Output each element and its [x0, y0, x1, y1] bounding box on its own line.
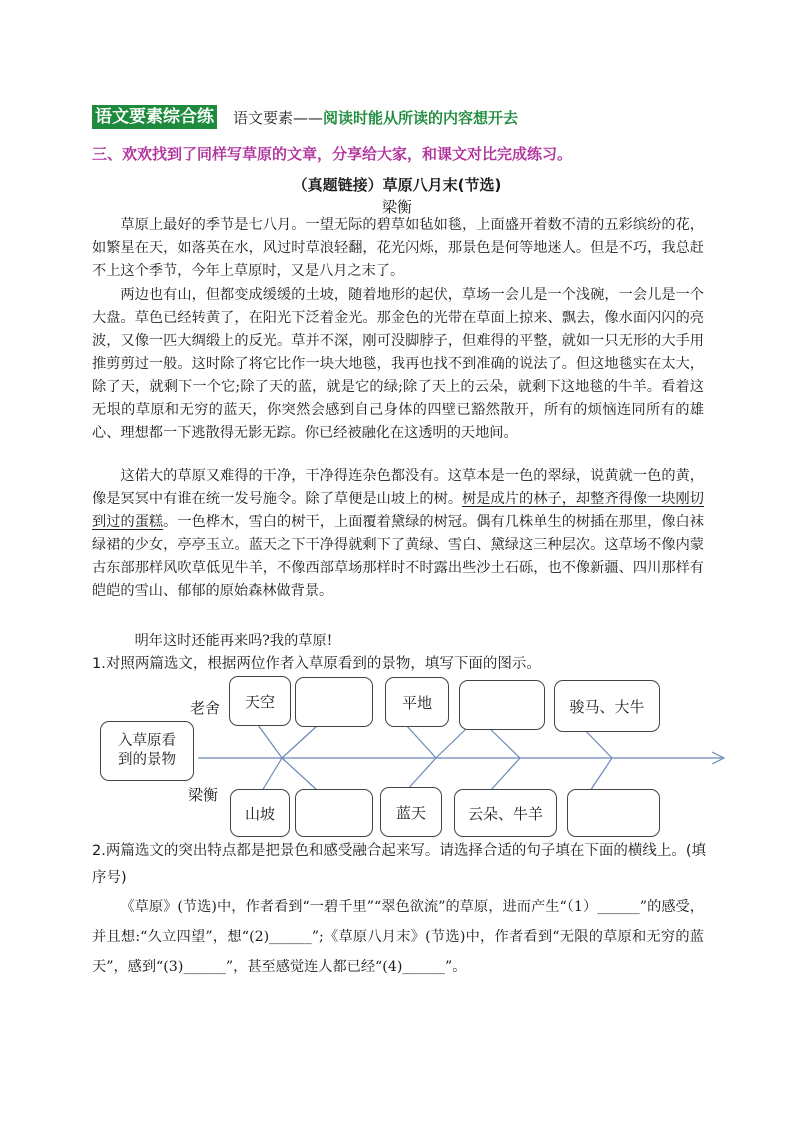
question-2-prompt: 2.两篇选文的突出特点都是把景色和感受融合起来写。请选择合适的句子填在下面的横线上。(填序号) — [92, 843, 706, 886]
top-bone-3 — [406, 725, 436, 758]
top-bone-1 — [258, 725, 282, 758]
answer-box-bottom-5[interactable] — [567, 789, 660, 837]
article-paragraph-4: 明年这时还能再来吗?我的草原! — [134, 633, 333, 649]
article-author: 梁衡 — [381, 198, 412, 216]
exercise-badge: 语文要素综合练 — [92, 105, 217, 129]
underlined-sentence: 树是成片的林子，却整齐得像一块刚切到过的蛋糕 — [92, 491, 704, 530]
subtitle-prefix: 语文要素—— — [233, 109, 324, 127]
question-1-prompt: 1.对照两篇选文，根据两位作者入草原看到的景物，填写下面的图示。 — [92, 656, 541, 672]
article-title: （真题链接）草原八月末(节选) — [292, 176, 502, 194]
answer-box-top-4[interactable] — [459, 680, 545, 730]
answer-box-top-5: 骏马、大牛 — [554, 680, 660, 732]
question-2-fill-in-text: 《草原》(节选)中，作者看到“一碧千里”“翠色欲流”的草原，进而产生“（1）______”的感受，并且想:“久立四望”，想“(2)______”;《草原八月末》(节选)中，作者看到“无限的草原和无穷的蓝天”，感到“(3)______”，甚至感觉连人都已经“(4)______”。 — [92, 899, 704, 975]
answer-box-top-2[interactable] — [295, 677, 373, 727]
bottom-bone-1 — [262, 758, 282, 791]
answer-box-top-3: 平地 — [385, 677, 449, 727]
answer-box-bottom-3: 蓝天 — [380, 787, 442, 837]
author-label-laoshe: 老舍 — [190, 699, 221, 717]
bottom-bone-5 — [590, 758, 612, 791]
article-paragraph-2: 两边也有山，但都变成缓缓的土坡，随着地形的起伏，草场一会儿是一个浅碗，一会儿是一个大盘。草色已经转黄了，在阳光下泛着金光。那金色的光带在草面上掠来、飘去，像水面闪闪的亮波，又像一匹大绸缎上的反光。草并不深，刚可没脚脖子，但难得的平整，就如一只无形的大手用推剪剪过一般。这时除了将它比作一块大地毯，我再也找不到准确的说法了。但这地毯实在太大，除了天，就剩下一个它;除了天的蓝，就是它的绿;除了天上的云朵，就剩下这地毯的牛羊。看着这无垠的草原和无穷的蓝天，你突然会感到自己身体的四壁已豁然散开，所有的烦恼连同所有的雄心、理想都一下逃散得无影无踪。你已经被融化在这透明的天地间。 — [92, 287, 704, 441]
top-bone-4 — [436, 725, 470, 758]
answer-box-top-1: 天空 — [229, 676, 291, 726]
article-paragraph-1: 草原上最好的季节是七八月。一望无际的碧草如毡如毯，上面盛开着数不清的五彩缤纷的花，如繁星在天，如落英在水，风过时草浪轻翻，花光闪烁，那景色是何等地迷人。但是不巧，我总赶不上这个季节，今年上草原时，又是八月之末了。 — [92, 217, 704, 279]
answer-box-bottom-4: 云朵、牛羊 — [454, 789, 557, 837]
answer-box-bottom-2[interactable] — [295, 789, 373, 837]
bottom-bone-2 — [282, 758, 318, 791]
answer-box-bottom-1: 山坡 — [230, 789, 290, 837]
paragraph-3-end: 。一色桦木，雪白的树干，上面覆着黛绿的树冠。偶有几株单生的树插在那里，像白袜绿裙的少女，亭亭玉立。蓝天之下干净得就剩下了黄绿、雪白、黛绿这三种层次。这草场不像内蒙古东部那样风吹草低见牛羊，不像西部草场那样时不时露出些沙土石砾，也不像新疆、四川那样有皑皑的雪山、郁郁的原始森林做背景。 — [92, 514, 704, 599]
bottom-bone-4 — [490, 758, 520, 791]
author-label-lianghen: 梁衡 — [188, 786, 219, 804]
section-heading: 三、欢欢找到了同样写草原的文章，分享给大家，和课文对比完成练习。 — [92, 145, 573, 163]
subtitle-goal: 阅读时能从所读的内容想开去 — [323, 109, 519, 127]
paragraph-3-start: 这偌大的草原又难得的干净，干净得连杂色都没有。这草本是一色的翠绿，说黄就一色的黄，像是冥冥中有谁在统一发号施令。除了草便是山坡上的树。 — [92, 468, 704, 507]
top-bone-2 — [282, 725, 318, 758]
fishbone-center-box: 入草原看到的景物 — [100, 721, 194, 781]
